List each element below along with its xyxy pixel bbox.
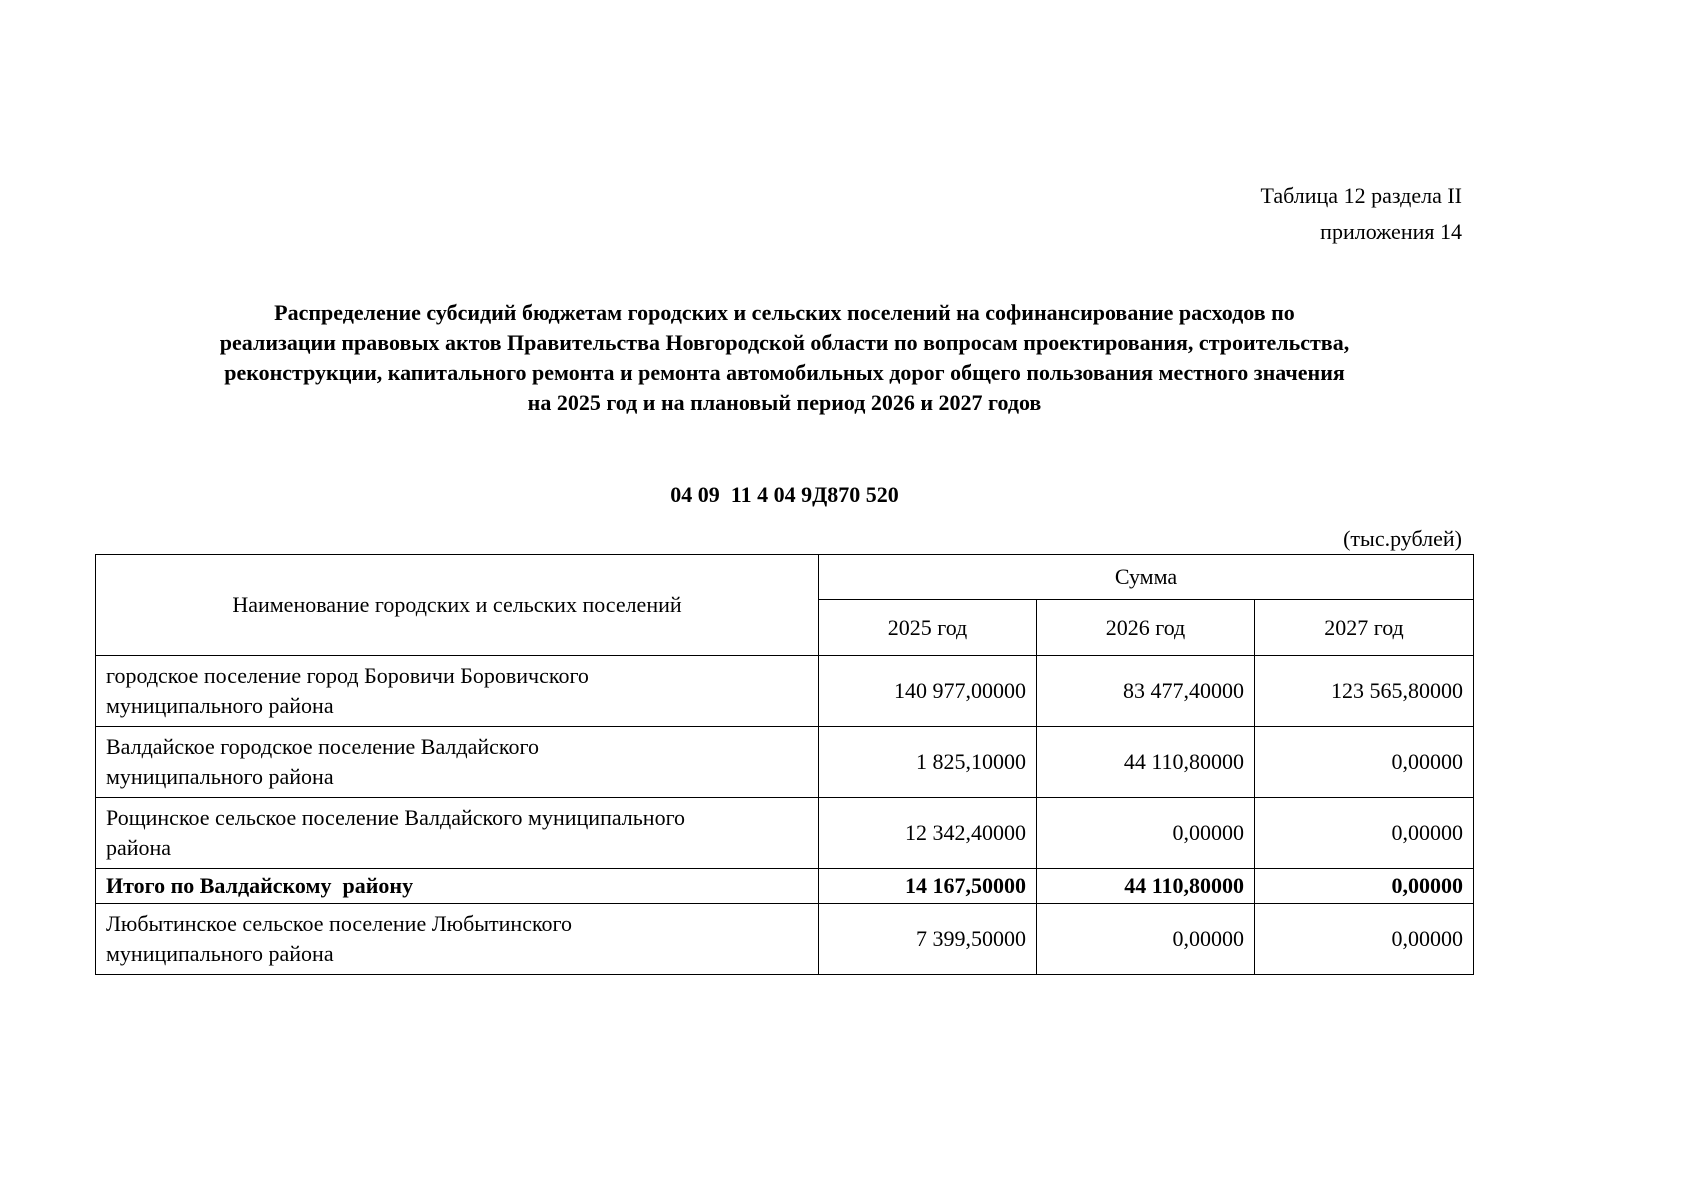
total-label: Итого по Валдайскому району bbox=[96, 869, 819, 904]
header-year-2026: 2026 год bbox=[1037, 600, 1255, 656]
settlement-name bbox=[96, 656, 819, 727]
value-2026: 0,00000 bbox=[1037, 904, 1255, 975]
value-2025: 140 977,00000 bbox=[819, 656, 1037, 727]
settlement-name bbox=[96, 904, 819, 975]
settlement-name bbox=[96, 798, 819, 869]
title-line-1: Распределение субсидий бюджетам городских и сельских поселений на софинансирование расходов по bbox=[274, 300, 1295, 325]
settlement-name-line-1: Валдайское городское поселение Валдайского bbox=[106, 734, 539, 759]
reference-line-1: Таблица 12 раздела II bbox=[1260, 183, 1462, 208]
settlement-name-line-2: муниципального района bbox=[106, 941, 334, 966]
total-value-2026: 44 110,80000 bbox=[1037, 869, 1255, 904]
title-line-2: реализации правовых актов Правительства Новгородской области по вопросам проектирования, строительства, bbox=[219, 330, 1350, 355]
table-header-row bbox=[96, 555, 1474, 600]
header-sum: Сумма bbox=[819, 555, 1474, 600]
value-2025: 7 399,50000 bbox=[819, 904, 1037, 975]
table-row bbox=[96, 798, 1474, 869]
table-reference bbox=[1260, 178, 1462, 250]
title-line-4: на 2025 год и на плановый период 2026 и 2027 годов bbox=[527, 390, 1042, 415]
settlement-name bbox=[96, 727, 819, 798]
table-row bbox=[96, 656, 1474, 727]
table-row bbox=[96, 727, 1474, 798]
header-year-2025: 2025 год bbox=[819, 600, 1037, 656]
value-2027: 123 565,80000 bbox=[1255, 656, 1474, 727]
header-settlement-name: Наименование городских и сельских поселений bbox=[96, 555, 819, 656]
value-2025: 12 342,40000 bbox=[819, 798, 1037, 869]
total-value-2025: 14 167,50000 bbox=[819, 869, 1037, 904]
value-2025: 1 825,10000 bbox=[819, 727, 1037, 798]
value-2026: 44 110,80000 bbox=[1037, 727, 1255, 798]
reference-line-2: приложения 14 bbox=[1320, 219, 1462, 244]
settlement-name-line-1: городское поселение город Боровичи Боровичского bbox=[106, 663, 589, 688]
table-row bbox=[96, 904, 1474, 975]
value-2026: 0,00000 bbox=[1037, 798, 1255, 869]
title-line-3: реконструкции, капитального ремонта и ремонта автомобильных дорог общего пользования местного значения bbox=[224, 360, 1345, 385]
value-2026: 83 477,40000 bbox=[1037, 656, 1255, 727]
total-value-2027: 0,00000 bbox=[1255, 869, 1474, 904]
value-2027: 0,00000 bbox=[1255, 727, 1474, 798]
value-2027: 0,00000 bbox=[1255, 904, 1474, 975]
header-year-2027: 2027 год bbox=[1255, 600, 1474, 656]
subsidy-table bbox=[95, 554, 1474, 975]
units-label: (тыс.рублей) bbox=[1343, 526, 1462, 551]
settlement-name-line-2: муниципального района bbox=[106, 693, 334, 718]
settlement-name-line-2: муниципального района bbox=[106, 764, 334, 789]
budget-code: 04 09 11 4 04 9Д870 520 bbox=[670, 482, 899, 507]
document-title bbox=[96, 298, 1473, 418]
settlement-name-line-2: района bbox=[106, 835, 172, 860]
total-row bbox=[96, 869, 1474, 904]
value-2027: 0,00000 bbox=[1255, 798, 1474, 869]
settlement-name-line-1: Рощинское сельское поселение Валдайского муниципального bbox=[106, 805, 686, 830]
settlement-name-line-1: Любытинское сельское поселение Любытинского bbox=[106, 911, 573, 936]
